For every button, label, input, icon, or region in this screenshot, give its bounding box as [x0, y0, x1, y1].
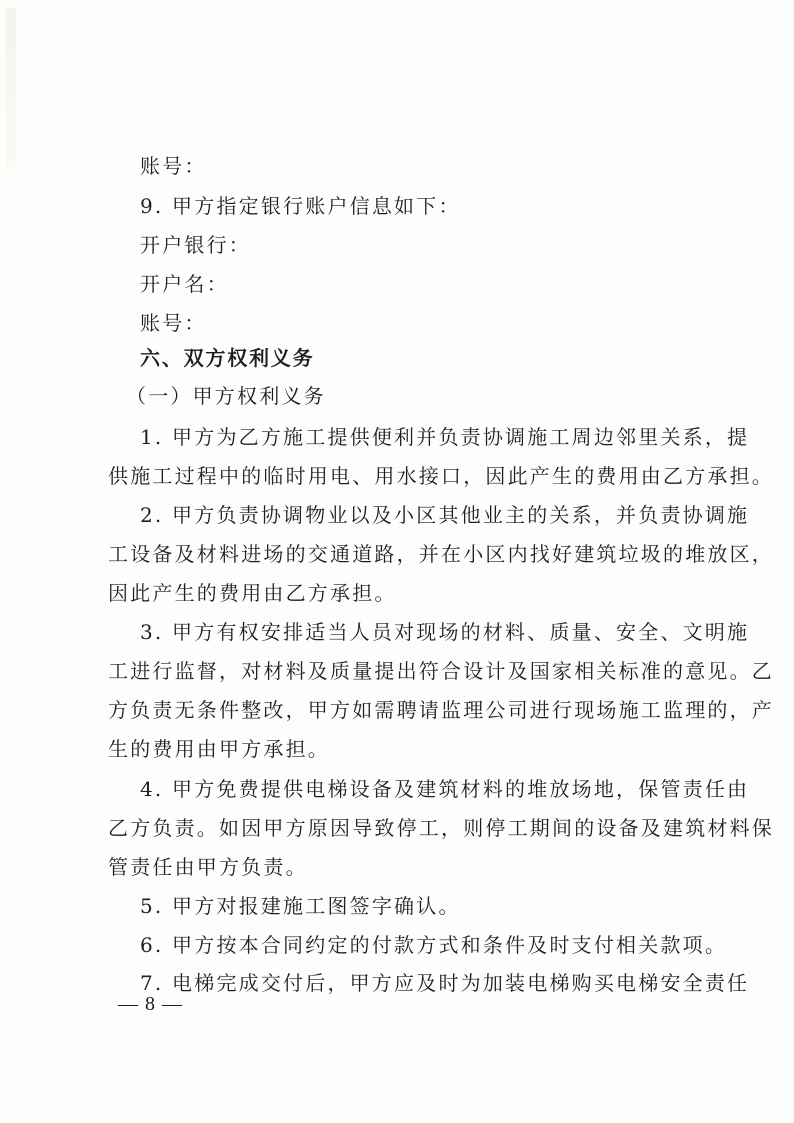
section-heading: 六、双方权利义务 [140, 346, 315, 370]
subsection-heading: （一）甲方权利义务 [126, 384, 326, 408]
text-line: 9. 甲方指定银行账户信息如下： [140, 194, 461, 218]
text-line: 方负责无条件整改，甲方如需聘请监理公司进行现场施工监理的，产 [108, 698, 774, 722]
text-line: 因此产生的费用由乙方承担。 [108, 581, 397, 605]
text-line: 3. 甲方有权安排适当人员对现场的材料、质量、安全、文明施 [140, 620, 750, 644]
text-line: 开户名： [140, 272, 229, 296]
page-number: — 8 — [118, 993, 183, 1015]
text-line: 工进行监督，对材料及质量提出符合设计及国家相关标准的意见。乙 [108, 659, 774, 683]
text-line: 4. 甲方免费提供电梯设备及建筑材料的堆放场地，保管责任由 [140, 777, 750, 801]
text-line: 账号： [140, 311, 207, 335]
text-line: 供施工过程中的临时用电、用水接口，因此产生的费用由乙方承担。 [108, 464, 774, 488]
text-line: 7. 电梯完成交付后，甲方应及时为加装电梯购买电梯安全责任 [140, 971, 750, 995]
text-line: 管责任由甲方负责。 [108, 855, 308, 879]
text-line: 6. 甲方按本合同约定的付款方式和条件及时支付相关款项。 [140, 933, 728, 957]
scan-edge-mark [6, 8, 16, 168]
text-line: 乙方负责。如因甲方原因导致停工，则停工期间的设备及建筑材料保 [108, 816, 774, 840]
text-line: 2. 甲方负责协调物业以及小区其他业主的关系，并负责协调施 [140, 503, 750, 527]
text-line: 开户银行： [140, 233, 251, 257]
text-line: 1. 甲方为乙方施工提供便利并负责协调施工周边邻里关系，提 [140, 425, 750, 449]
text-line: 账号： [140, 154, 207, 178]
text-line: 生的费用由甲方承担。 [108, 737, 330, 761]
text-line: 5. 甲方对报建施工图签字确认。 [140, 894, 461, 918]
text-line: 工设备及材料进场的交通道路，并在小区内找好建筑垃圾的堆放区， [108, 542, 774, 566]
